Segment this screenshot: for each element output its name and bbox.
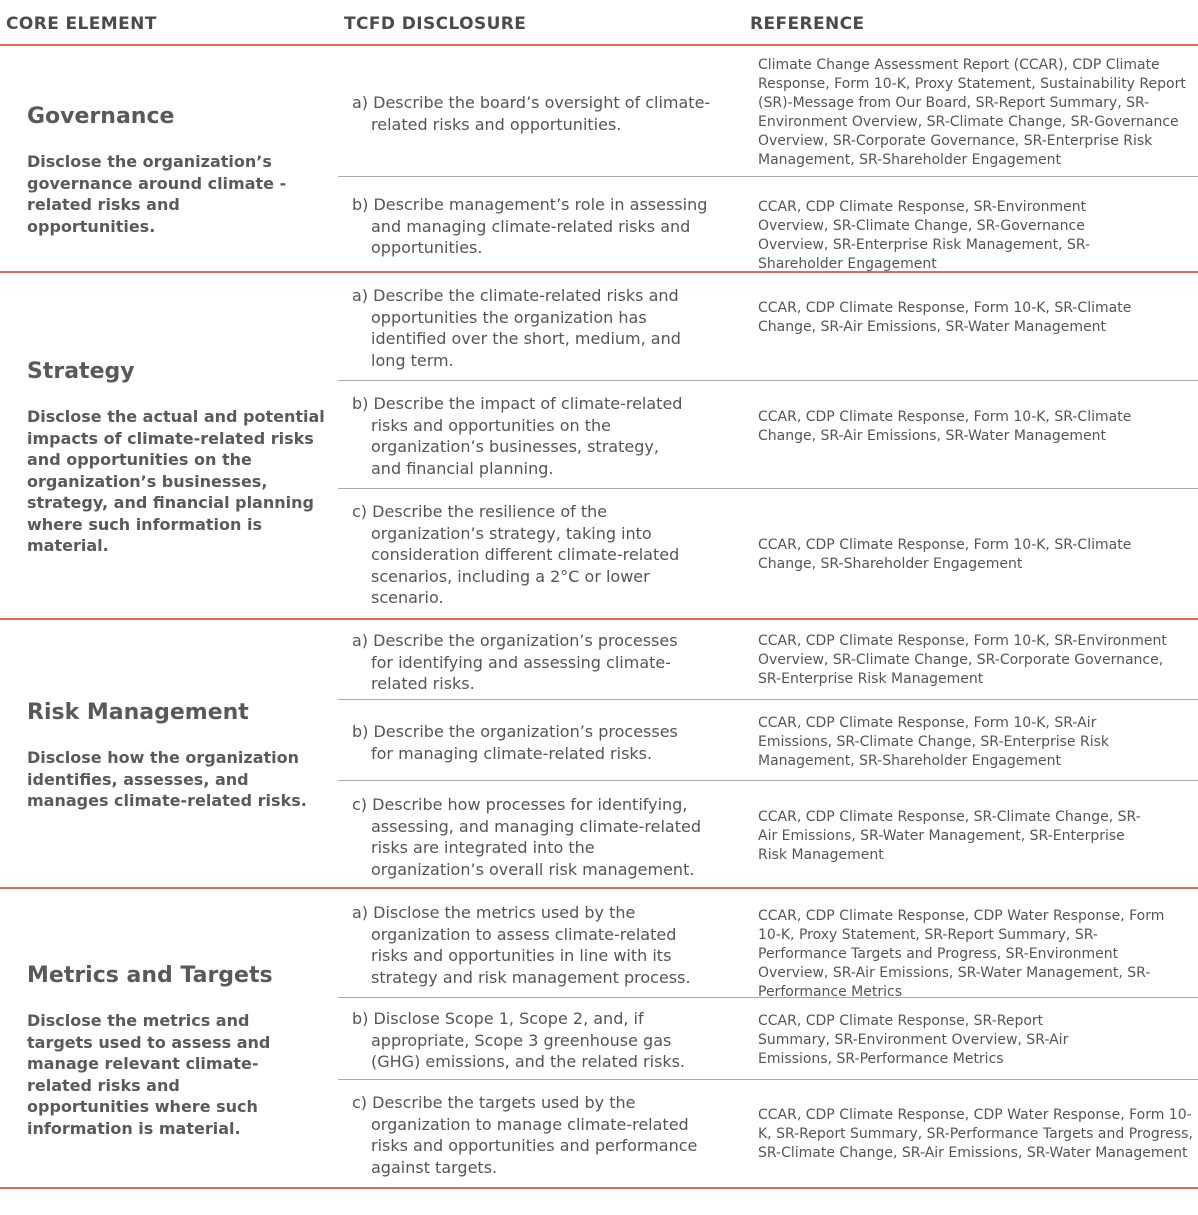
disclosure-text: a) Describe the climate-related risks and opportunities the organization has identified over the short, medium, and long term. (352, 286, 681, 370)
disclosure-text: a) Describe the organization’s processes for identifying and assessing climate-related risks. (352, 631, 678, 693)
reference-text: CCAR, CDP Climate Response, Form 10-K, SR-Environment Overview, SR-Climate Change, SR-Corporate Governance, SR-Enterprise Risk Management (758, 633, 1167, 687)
reference-text: CCAR, CDP Climate Response, CDP Water Response, Form 10-K, SR-Report Summary, SR-Performance Targets and Progress, SR-Climate Change, SR-Air Emissions, SR-Water Management (758, 1107, 1193, 1161)
reference-text: CCAR, CDP Climate Response, Form 10-K, SR-Climate Change, SR-Air Emissions, SR-Water Management (758, 409, 1132, 444)
disclosure-text: c) Describe the targets used by the organization to manage climate-related risks and opportunities and performance against targets. (352, 1093, 698, 1177)
core-element-description: Disclose the actual and potential impacts of climate-related risks and opportunities on the organization’s businesses, strategy, and financial planning where such information is material. (27, 407, 325, 555)
header-tcfd-disclosure: TCFD DISCLOSURE (344, 14, 527, 34)
disclosure-text: b) Describe management’s role in assessing and managing climate-related risks and opportunities. (352, 195, 708, 257)
core-element-metrics-and-targets (27, 962, 327, 1139)
reference-text: Climate Change Assessment Report (CCAR), CDP Climate Response, Form 10-K, Proxy Statement, Sustainability Report (SR)-Message from Our Board, SR-Report Summary, SR-Environment Overview, SR-Climate Change, SR-Governance Overview, SR-Corporate Governance, SR-Enterprise Risk Management, SR-Shareholder Engagement (758, 57, 1186, 168)
core-element-description: Disclose the organization’s governance around climate -related risks and opportunities. (27, 152, 287, 236)
disclosure-text: b) Describe the impact of climate-related risks and opportunities on the organization’s businesses, strategy, and financial planning. (352, 394, 683, 478)
reference-text: CCAR, CDP Climate Response, SR-Environment Overview, SR-Climate Change, SR-Governance Overview, SR-Enterprise Risk Management, SR-Shareholder Engagement (758, 199, 1091, 272)
reference-text: CCAR, CDP Climate Response, SR-Climate Change, SR-Air Emissions, SR-Water Management, SR-Enterprise Risk Management (758, 809, 1141, 863)
row-divider (338, 699, 1198, 700)
reference-text: CCAR, CDP Climate Response, SR-Report Summary, SR-Environment Overview, SR-Air Emissions, SR-Performance Metrics (758, 1013, 1069, 1067)
core-element-governance (27, 103, 327, 237)
reference-text: CCAR, CDP Climate Response, Form 10-K, SR-Climate Change, SR-Shareholder Engagement (758, 537, 1132, 572)
reference-text: CCAR, CDP Climate Response, CDP Water Response, Form 10-K, Proxy Statement, SR-Report Summary, SR-Performance Targets and Progress, SR-Environment Overview, SR-Air Emissions, SR-Water Management, SR-Performance Metrics (758, 908, 1165, 1000)
row-divider (338, 380, 1198, 381)
core-element-risk-management (27, 699, 327, 812)
core-element-title: Risk Management (27, 700, 249, 725)
core-element-title: Strategy (27, 359, 135, 384)
header-reference: REFERENCE (750, 14, 865, 34)
core-element-title: Governance (27, 104, 175, 129)
core-element-description: Disclose how the organization identifies, assesses, and manages climate-related risks. (27, 748, 307, 810)
disclosure-text: c) Describe the resilience of the organization’s strategy, taking into consideration different climate-related scenarios, including a 2°C or lower scenario. (352, 502, 680, 607)
reference-text: CCAR, CDP Climate Response, Form 10-K, SR-Air Emissions, SR-Climate Change, SR-Enterprise Risk Management, SR-Shareholder Engagement (758, 715, 1109, 769)
core-element-title: Metrics and Targets (27, 963, 273, 988)
core-element-strategy (27, 358, 327, 557)
disclosure-text: a) Disclose the metrics used by the organization to assess climate-related risks and opportunities in line with its strategy and risk management process. (352, 903, 691, 987)
disclosure-text: a) Describe the board’s oversight of climate-related risks and opportunities. (352, 93, 711, 134)
section-divider (0, 618, 1198, 620)
row-divider (338, 780, 1198, 781)
core-element-description: Disclose the metrics and targets used to assess and manage relevant climate-related risks and opportunities where such information is material. (27, 1011, 271, 1138)
disclosure-text: b) Disclose Scope 1, Scope 2, and, if appropriate, Scope 3 greenhouse gas (GHG) emissions, and the related risks. (352, 1009, 686, 1071)
section-divider (0, 887, 1198, 889)
row-divider (338, 176, 1198, 177)
reference-text: CCAR, CDP Climate Response, Form 10-K, SR-Climate Change, SR-Air Emissions, SR-Water Management (758, 300, 1132, 335)
disclosure-text: c) Describe how processes for identifying, assessing, and managing climate-related risks are integrated into the organization’s overall risk management. (352, 795, 701, 879)
disclosure-text: b) Describe the organization’s processes for managing climate-related risks. (352, 722, 678, 763)
header-core-element: CORE ELEMENT (6, 14, 157, 34)
table-bottom-divider (0, 1187, 1198, 1189)
header-divider (0, 44, 1198, 46)
row-divider (338, 488, 1198, 489)
row-divider (338, 1079, 1198, 1080)
